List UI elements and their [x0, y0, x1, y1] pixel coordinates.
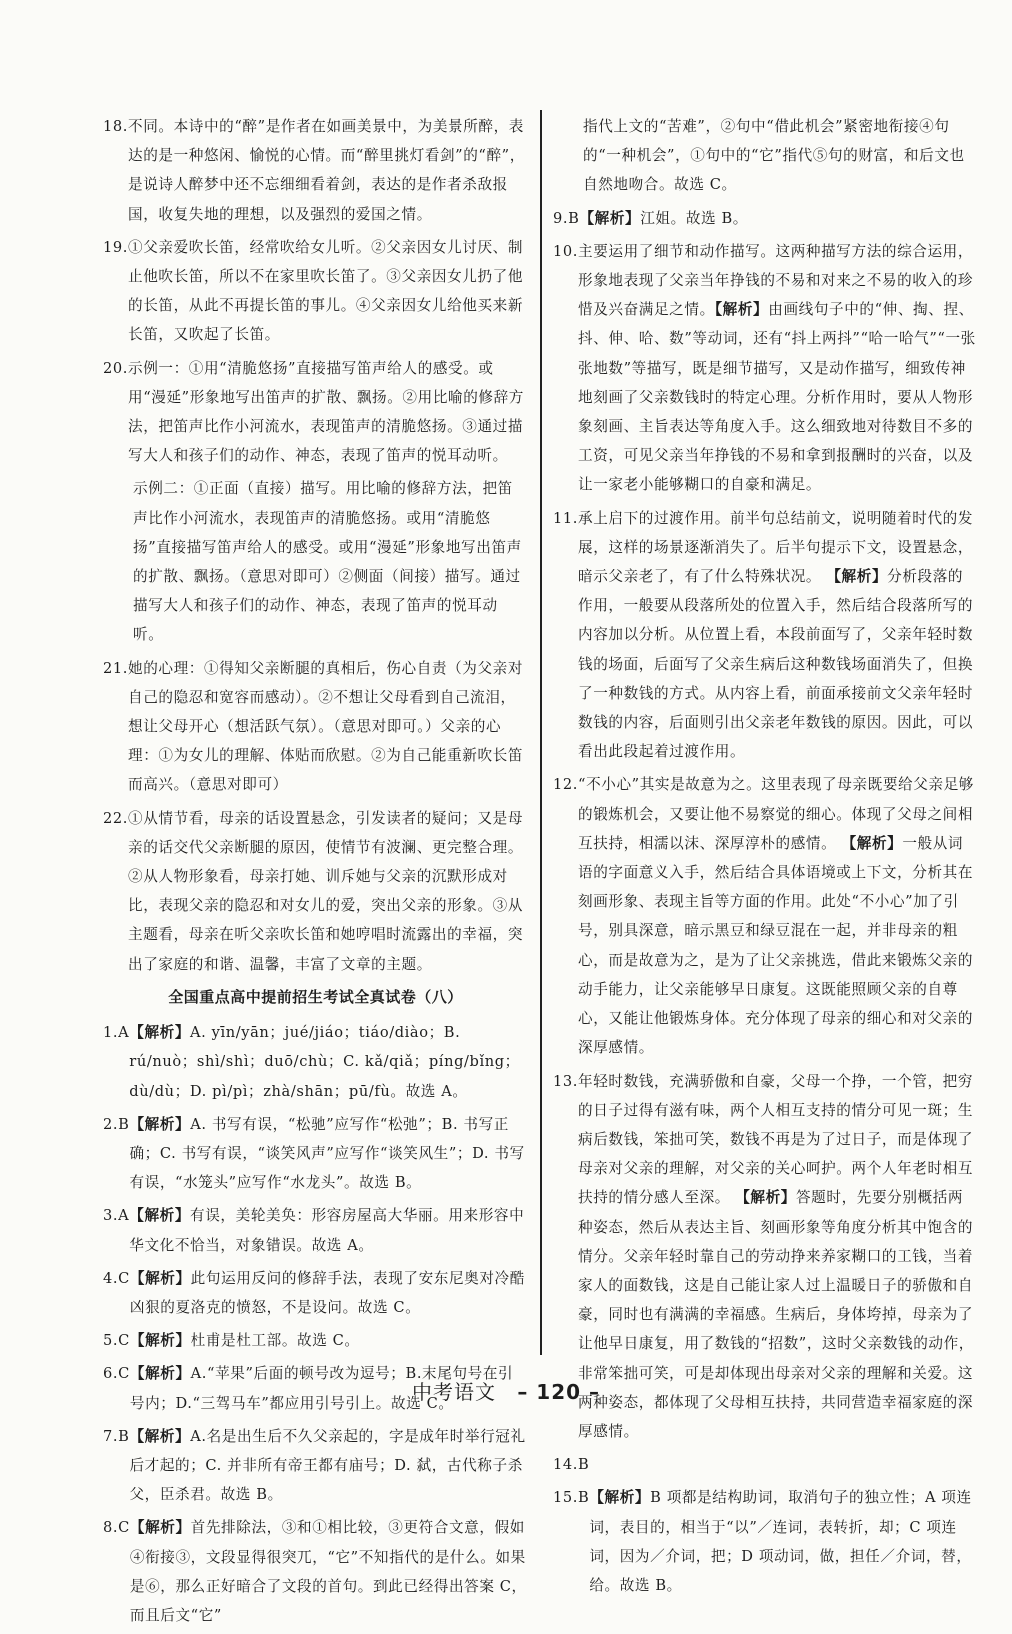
answer-item: 8.C 【解析】首先排除法，③和①相比较，③更符合文意，假如④衔接③，文段显得很突兀，“它”不知指代的是什么。如果是⑥，那么正好暗合了文段的首句。到此已经得出答案 C，而且后文“它” — [103, 1519, 527, 1624]
answer-item: 15.B 【解析】B 项都是结构助词，取消句子的独立性；A 项连词，表目的，相当于“以”／连词，表转折，却；C 项连词，因为／介词，把；D 项动词，做，担任／介词，替，给。故选 B。 — [553, 1489, 972, 1594]
answer-item: 7.B 【解析】A.名是出生后不久父亲起的，字是成年时举行冠礼后才起的；C. 并非所有帝王都有庙号；D. 弑，古代称子杀父，臣杀君。故选 B。 — [103, 1427, 526, 1504]
answer-item: 22. ①从情节看，母亲的话设置悬念，引发读者的疑问；又是母亲的话交代父亲断腿的原因，使情节有波澜、更完整合理。②从人物形象看，母亲打她、训斥她与父亲的沉默形成对比，表现父亲的隐忍和对女儿的爱，突出父亲的形象。③从主题看，母亲在听父亲吹长笛和她哼唱时流露出的幸福，突出了家庭的和谐、温馨，丰富了文章的主题。 — [103, 809, 524, 973]
answer-item: 20. 示例一：①用“清脆悠扬”直接描写笛声给人的感受。或用“漫延”形象地写出笛声的扩散、飘扬。②用比喻的修辞方法，把笛声比作小河流水，表现笛声的清脆悠扬。③通过描写大人和孩子们的动作、神态，表现了笛声的悦耳动听。 — [103, 359, 524, 465]
analysis-tag: 【解析】 — [735, 1189, 796, 1207]
page-footer — [0, 1376, 1012, 1405]
answer-continuation: 示例二：①正面（直接）描写。用比喻的修辞方法，把笛声比作小河流水，表现笛声的清脆悠扬。或用“清脆悠扬”直接描写笛声给人的感受。或用“漫延”形象地写出笛声的扩散、飘扬。（意思对即可）②侧面（间接）描写。通过描写大人和孩子们的动作、神态，表现了笛声的悦耳动听。 — [133, 480, 522, 644]
answer-continuation: 指代上文的“苦难”，②句中“借此机会”紧密地衔接④句的“一种机会”，①句中的“它”指代⑤句的财富，和后文也自然地吻合。故选 C。 — [583, 118, 965, 194]
analysis-tag: 【解析】 — [129, 1115, 191, 1133]
answer-item: 10. 主要运用了细节和动作描写。这两种描写方法的综合运用，形象地表现了父亲当年挣钱的不易和对来之不易的收入的珍惜及兴奋满足之情。【解析】由画线句子中的“伸、掏、捏、抖、伸、哈、数”等动词，还有“抖上两抖”“哈一哈气”“一张张地数”等描写，既是细节描写，又是动作描写，细致传神地刻画了父亲数钱时的特定心理。分析作用时，要从人物形象刻画、主旨表达等角度入手。这么细致地对待数目不多的工资，可见父亲当年挣钱的不易和拿到报酬时的兴奋，以及让一家老小能够糊口的自豪和满足。 — [553, 242, 976, 494]
answer-item: 12. “不小心”其实是故意为之。这里表现了母亲既要给父亲足够的锻炼机会，又要让他不易察觉的细心。体现了父母之间相互扶持，相濡以沫、深厚淳朴的感情。 【解析】一般从词语的字面意义入手，然后结合具体语境或上下文，分析其在刻画形象、表现主旨等方面的作用。此处“不小心”加了引号，别具深意，暗示黑豆和绿豆混在一起，并非母亲的粗心，而是故意为之，是为了让父亲挑选，借此来锻炼父亲的动手能力，让父亲能够早日康复。这既能照顾父亲的自尊心，又能让他锻炼身体。充分体现了母亲的细心和对父亲的深厚感情。 — [553, 776, 974, 1057]
left-column — [103, 112, 528, 1634]
answer-item: 18. 不同。本诗中的“醉”是作者在如画美景中，为美景所醉，表达的是一种悠闲、愉悦的心情。而“醉里挑灯看剑”的“醉”，是说诗人醉梦中还不忘细细看着剑，表达的是作者杀敌报国，收复失地的理想，以及强烈的爱国之情。 — [103, 118, 525, 223]
subject-label: 中考语文 — [411, 1380, 496, 1404]
answer-item: 9.B 【解析】江姐。故选 B。 — [553, 209, 748, 227]
analysis-tag: 【解析】 — [841, 834, 903, 852]
answer-item: 13. 年轻时数钱，充满骄傲和自豪，父母一个挣，一个管，把穷的日子过得有滋有味，两个人相互支持的情分可见一斑；生病后数钱，笨拙可笑，数钱不再是为了过日子，而是体现了母亲对父亲的理解，对父亲的关心呵护。两个人年老时相互扶持的情分感人至深。 【解析】答题时，先要分别概括两种姿态，然后从表达主旨、刻画形象等角度分析其中饱含的情分。父亲年轻时靠自己的劳动挣来养家糊口的工钱，当着家人的面数钱，这是自己能让家人过上温暖日子的骄傲和自豪，同时也有满满的幸福感。生病后，身体垮掉，母亲为了让他早日康复，用了数钱的“招数”，这时父亲数钱的动作，非常笨拙可笑，可是却体现出母亲对父亲的理解和关爱。这两种姿态，都体现了父母相互扶持，共同营造幸福家庭的深厚感情。 — [553, 1072, 974, 1440]
answer-item: 4.C 【解析】此句运用反问的修辞手法，表现了安东尼奥对冷酷凶狠的夏洛克的愤怒，不是设问。故选 C。 — [103, 1269, 525, 1316]
answer-item: 19. ①父亲爱吹长笛，经常吹给女儿听。②父亲因女儿讨厌、制止他吹长笛，所以不在家里吹长笛了。③父亲因女儿扔了他的长笛，从此不再提长笛的事儿。④父亲因女儿给他买来新长笛，又吹起了长笛。 — [103, 238, 524, 344]
answer-item: 1.A 【解析】A. yīn/yān；jué/jiáo；tiáo/diào；B. rú/nuò；shì/shì；duō/chù；C. kǎ/qiǎ；píng/bǐng；dù/dù；D. pì/pì；zhà/shān；pū/fù。故选 A。 — [103, 1024, 520, 1100]
analysis-tag: 【解析】 — [129, 1427, 191, 1445]
analysis-tag: 【解析】 — [129, 1365, 191, 1383]
column-divider — [540, 110, 542, 1355]
analysis-tag: 【解析】 — [129, 1519, 191, 1537]
answer-item: 14.B — [553, 1456, 590, 1474]
answer-item: 21. 她的心理：①得知父亲断腿的真相后，伤心自责（为父亲对自己的隐忍和宽容而感动）。②不想让父母看到自己流泪，想让父母开心（想活跃气氛）。（意思对即可。）父亲的心理：①为女儿的理解、体贴而欣慰。②为自己能重新吹长笛而高兴。（意思对即可） — [103, 659, 524, 794]
analysis-tag: 【解析】 — [579, 209, 641, 227]
analysis-tag: 【解析】 — [589, 1489, 651, 1507]
section-title: 全国重点高中提前招生考试全真试卷（八） — [168, 987, 463, 1006]
analysis-tag: 【解析】 — [129, 1207, 191, 1225]
analysis-tag: 【解析】 — [129, 1332, 191, 1350]
analysis-tag: 【解析】 — [826, 568, 888, 586]
analysis-tag: 【解析】 — [129, 1269, 191, 1287]
page-number: – 120 – — [517, 1380, 601, 1404]
analysis-tag: 【解析】 — [129, 1024, 191, 1042]
answer-item: 6.C 【解析】A.“苹果”后面的顿号改为逗号；B.末尾句号在引号内；D.“三驾马车”都应用引号引上。故选 C。 — [103, 1365, 514, 1412]
answer-item: 11. 承上启下的过渡作用。前半句总结前文，说明随着时代的发展，这样的场景逐渐消失了。后半句提示下文，设置悬念，暗示父亲老了，有了什么特殊状况。 【解析】分析段落的作用，一般要从段落所处的位置入手，然后结合段落所写的内容加以分析。从位置上看，本段前面写了，父亲年轻时数钱的场面，后面写了父亲生病后这种数钱场面消失了，但换了一种数钱的方式。从内容上看，前面承接前文父亲年轻时数钱的内容，后面则引出父亲老年数钱的原因。因此，可以看出此段起着过渡作用。 — [553, 509, 974, 761]
answer-item: 5.C 【解析】杜甫是杜工部。故选 C。 — [103, 1332, 360, 1350]
analysis-tag: 【解析】 — [714, 301, 769, 319]
answer-item: 3.A 【解析】有误，美轮美奂：形容房屋高大华丽。用来形容中华文化不恰当，对象错误。故选 A。 — [103, 1207, 525, 1254]
answer-item: 2.B 【解析】A. 书写有误，“松驰”应写作“松弛”；B. 书写正确；C. 书写有误，“谈笑风声”应写作“谈笑风生”；D. 书写有误，“水笼头”应写作“水龙头”。故选 B。 — [103, 1115, 525, 1192]
